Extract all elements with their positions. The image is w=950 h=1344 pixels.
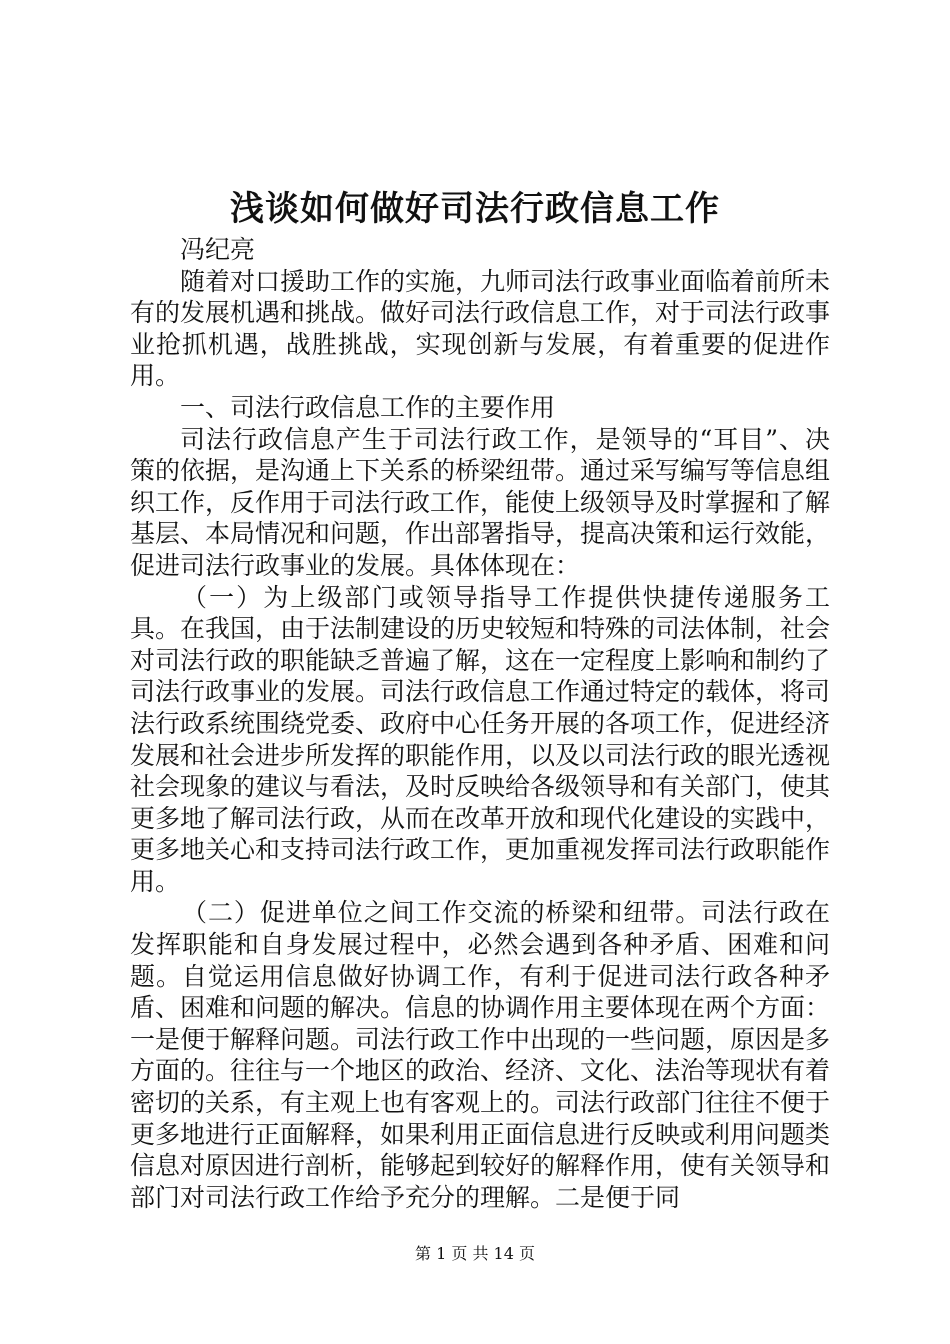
page-number-footer: 第 1 页 共 14 页 [415, 1244, 535, 1263]
document-title: 浅谈如何做好司法行政信息工作 [230, 189, 720, 229]
paragraph-role: 司法行政信息产生于司法行政工作，是领导的“耳目”、决策的依据，是沟通上下关系的桥梁纽带。通过采写编写等信息组织工作，反作用于司法行政工作，能使上级领导及时掌握和了解基层、本局情况和问题，作出部署指导，提高决策和运行效能，促进司法行政事业的发展。具体体现在： [130, 424, 831, 580]
section-heading: 一、司法行政信息工作的主要作用 [180, 392, 556, 422]
paragraph-intro: 随着对口援助工作的实施，九师司法行政事业面临着前所未有的发展机遇和挑战。做好司法行政信息工作，对于司法行政事业抢抓机遇，战胜挑战，实现创新与发展，有着重要的促进作用。 [130, 266, 831, 391]
document-body [130, 234, 830, 1213]
paragraph-item-1: （一）为上级部门或领导指导工作提供快捷传递服务工具。在我国，由于法制建设的历史较短和特殊的司法体制，社会对司法行政的职能缺乏普遍了解，这在一定程度上影响和制约了司法行政事业的发展。司法行政信息工作通过特定的载体，将司法行政系统围绕党委、政府中心任务开展的各项工作，促进经济发展和社会进步所发挥的职能作用，以及以司法行政的眼光透视社会现象的建议与看法，及时反映给各级领导和有关部门，使其更多地了解司法行政，从而在改革开放和现代化建设的实践中，更多地关心和支持司法行政工作，更加重视发挥司法行政职能作用。 [130, 582, 831, 896]
paragraph-item-2: （二）促进单位之间工作交流的桥梁和纽带。司法行政在发挥职能和自身发展过程中，必然会遇到各种矛盾、困难和问题。自觉运用信息做好协调工作，有利于促进司法行政各种矛盾、困难和问题的解决。信息的协调作用主要体现在两个方面：一是便于解释问题。司法行政工作中出现的一些问题，原因是多方面的。往往与一个地区的政治、经济、文化、法治等现状有着密切的关系，有主观上也有客观上的。司法行政部门往往不便于更多地进行正面解释，如果利用正面信息进行反映或利用问题类信息对原因进行剖析，能够起到较好的解释作用，使有关领导和部门对司法行政工作给予充分的理解。二是便于同 [130, 898, 831, 1212]
author-line: 冯纪亮 [180, 235, 256, 264]
